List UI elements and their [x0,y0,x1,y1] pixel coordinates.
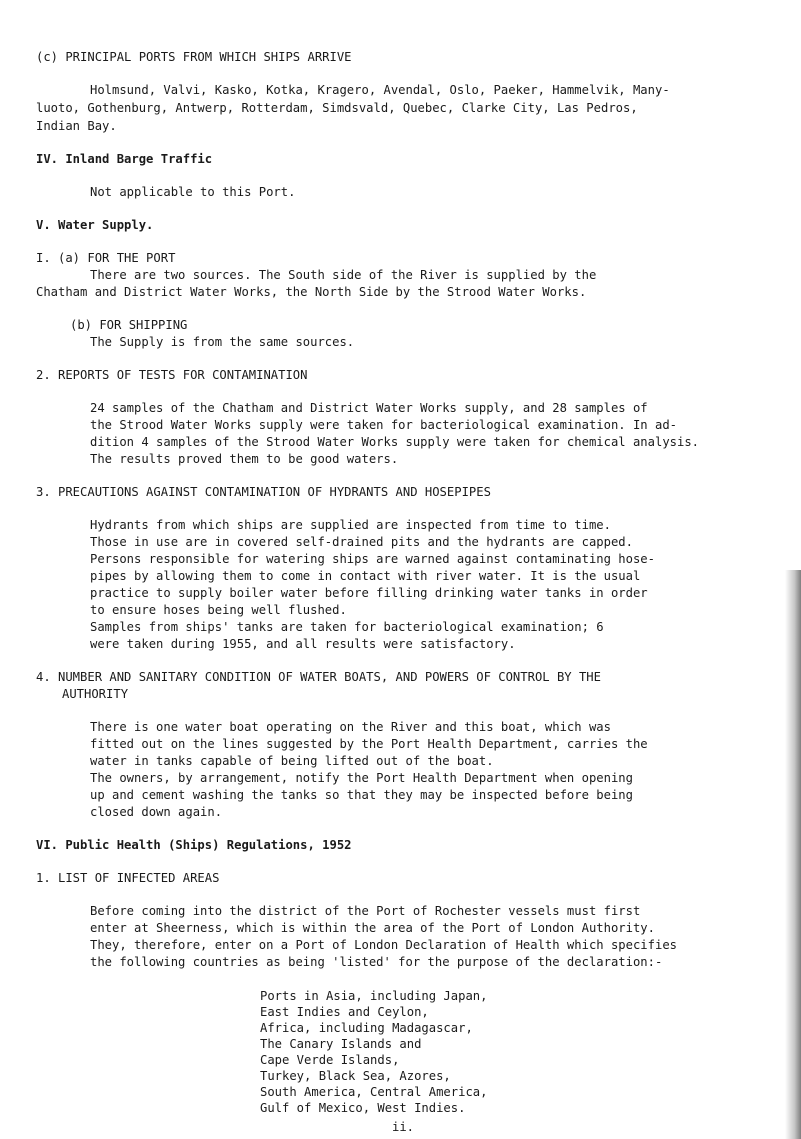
v3-title: 3. PRECAUTIONS AGAINST CONTAMINATION OF HYDRANTS AND HOSEPIPES [36,485,491,499]
infected-area-item: Ports in Asia, including Japan, [260,989,488,1003]
section-iv-title: IV. Inland Barge Traffic [36,152,213,166]
v4-line-6: closed down again. [90,805,223,819]
section-v-title: V. Water Supply. [36,218,154,232]
v2-title: 2. REPORTS OF TESTS FOR CONTAMINATION [36,368,308,382]
vi1-line-4: the following countries as being 'listed' for the purpose of the declaration:- [90,955,663,969]
vi1-line-2: enter at Sheerness, which is within the area of the Port of London Authority. [90,921,655,935]
v1-line-2: Chatham and District Water Works, the North Side by the Strood Water Works. [36,285,587,299]
ports-line-3: Indian Bay. [36,119,117,133]
heading-principal-ports: (c) PRINCIPAL PORTS FROM WHICH SHIPS ARRIVE [36,50,352,64]
infected-area-item: South America, Central America, [260,1085,488,1099]
v4-line-2: fitted out on the lines suggested by the Port Health Department, carries the [90,737,648,751]
section-vi-title: VI. Public Health (Ships) Regulations, 1952 [36,838,352,852]
infected-area-item: The Canary Islands and [260,1037,422,1051]
v3-line-7: Samples from ships' tanks are taken for bacteriological examination; 6 [90,620,604,634]
v4-line-3: water in tanks capable of being lifted out of the boat. [90,754,494,768]
v4-line-5: up and cement washing the tanks so that they may be inspected before being [90,788,633,802]
vi1-line-1: Before coming into the district of the Port of Rochester vessels must first [90,904,641,918]
v4-line-1: There is one water boat operating on the River and this boat, which was [90,720,611,734]
v4-title-2: AUTHORITY [62,687,129,701]
infected-area-item: Africa, including Madagascar, [260,1021,473,1035]
v3-line-1: Hydrants from which ships are supplied are inspected from time to time. [90,518,611,532]
vi1-title: 1. LIST OF INFECTED AREAS [36,871,220,885]
page-number: ii. [392,1120,415,1134]
infected-area-item: Cape Verde Islands, [260,1053,400,1067]
v3-line-2: Those in use are in covered self-drained pits and the hydrants are capped. [90,535,633,549]
infected-area-item: East Indies and Ceylon, [260,1005,429,1019]
v3-line-4: pipes by allowing them to come in contact with river water. It is the usual [90,569,641,583]
v1-title: I. (a) FOR THE PORT [36,251,176,265]
infected-area-item: Turkey, Black Sea, Azores, [260,1069,451,1083]
scan-edge-shadow [785,570,801,1139]
v3-line-6: to ensure hoses being well flushed. [90,603,347,617]
section-iv-body: Not applicable to this Port. [90,185,296,199]
v3-line-5: practice to supply boiler water before filling drinking water tanks in order [90,586,648,600]
v2-line-1: 24 samples of the Chatham and District Water Works supply, and 28 samples of [90,401,648,415]
ports-line-2: luoto, Gothenburg, Antwerp, Rotterdam, Simdsvald, Quebec, Clarke City, Las Pedros, [36,101,638,115]
v4-title-1: 4. NUMBER AND SANITARY CONDITION OF WATER BOATS, AND POWERS OF CONTROL BY THE [36,670,601,684]
v2-line-3: dition 4 samples of the Strood Water Works supply were taken for chemical analysis. [90,435,700,449]
ports-line-1: Holmsund, Valvi, Kasko, Kotka, Kragero, Avendal, Oslo, Paeker, Hammelvik, Many- [90,83,670,97]
v2-line-4: The results proved them to be good waters. [90,452,399,466]
v1-b-line: The Supply is from the same sources. [90,335,355,349]
infected-area-item: Gulf of Mexico, West Indies. [260,1101,466,1115]
v1-b-title: (b) FOR SHIPPING [70,318,188,332]
v1-line-1: There are two sources. The South side of the River is supplied by the [90,268,597,282]
v3-line-8: were taken during 1955, and all results were satisfactory. [90,637,516,651]
vi1-line-3: They, therefore, enter on a Port of London Declaration of Health which specifies [90,938,677,952]
v4-line-4: The owners, by arrangement, notify the Port Health Department when opening [90,771,633,785]
v2-line-2: the Strood Water Works supply were taken for bacteriological examination. In ad- [90,418,677,432]
v3-line-3: Persons responsible for watering ships are warned against contaminating hose- [90,552,655,566]
